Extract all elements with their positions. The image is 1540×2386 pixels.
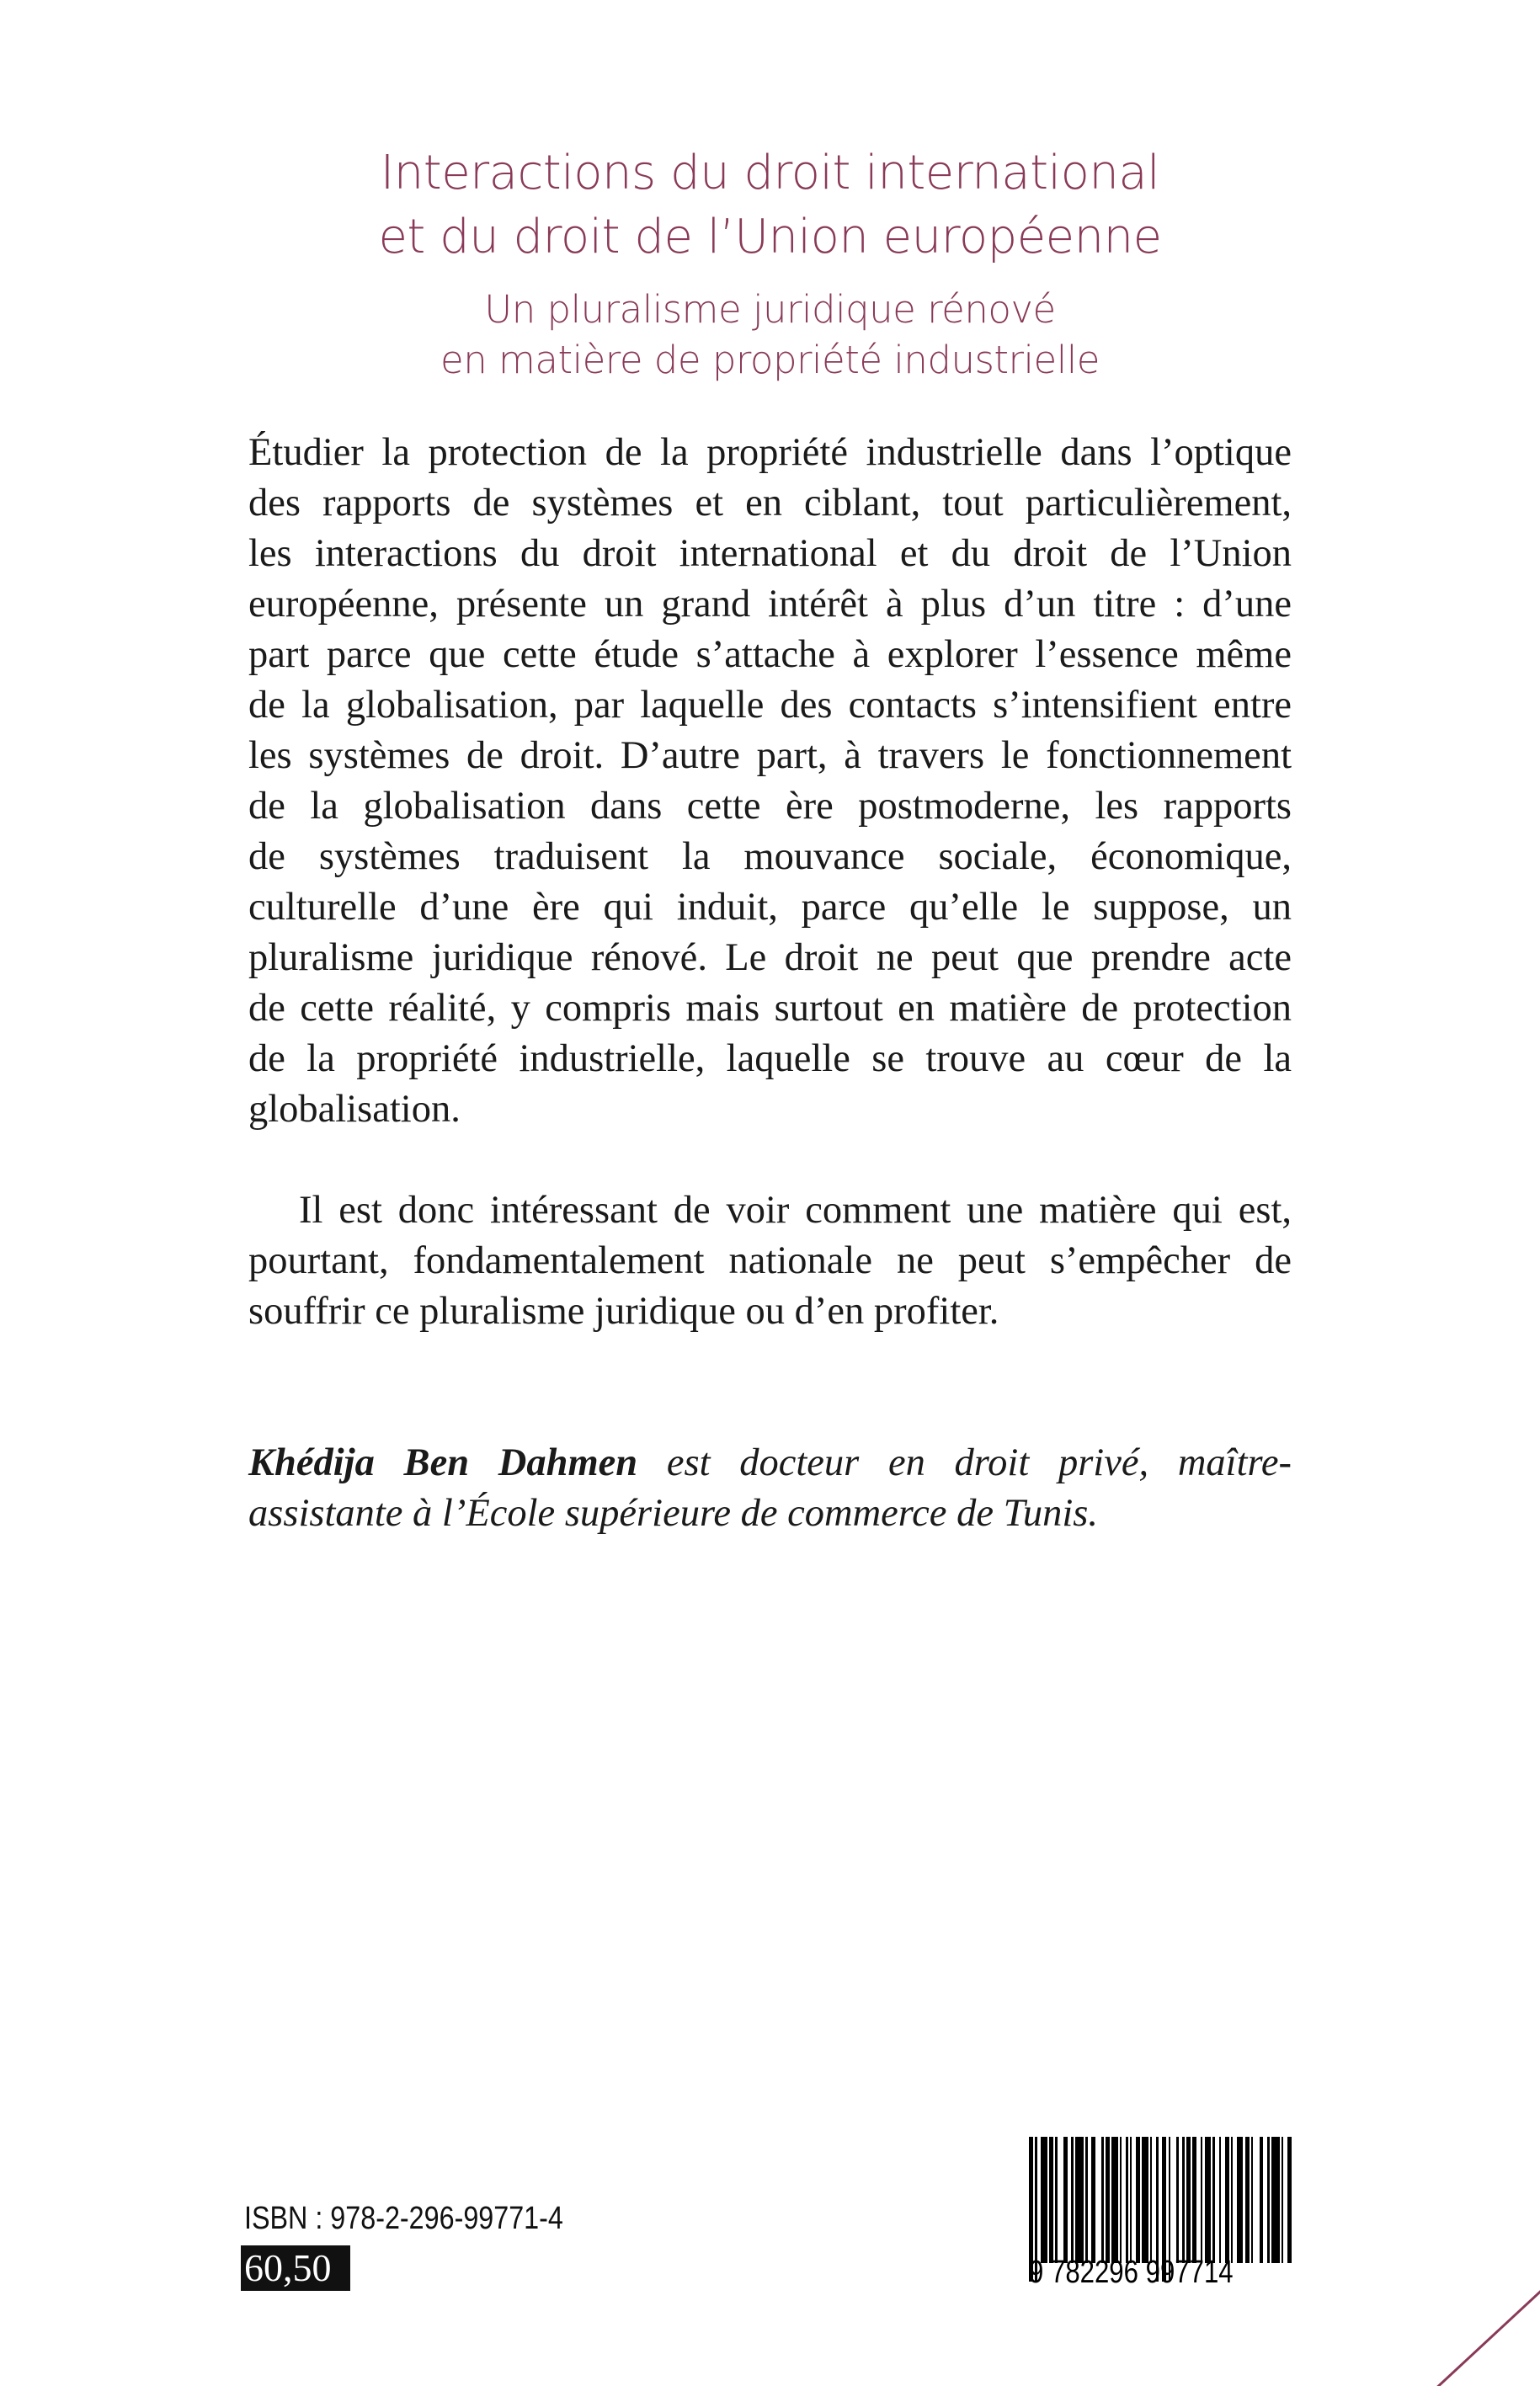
title-line-1: Interactions du droit international [380, 146, 1160, 200]
text-line: les interactions du droit international et du droit de l’Union [248, 532, 1292, 575]
text-line: culturelle d’une ère qui induit, parce qu’elle le suppose, un [248, 886, 1292, 929]
text-line: globalisation. [248, 1088, 461, 1131]
text-line: pourtant, fondamentalement nationale ne peut s’empêcher de [248, 1239, 1292, 1282]
text-line: de la propriété industrielle, laquelle se trouve au cœur de la [248, 1037, 1292, 1080]
author-name: Khédija Ben Dahmen [248, 1441, 638, 1484]
text-line: Il est donc intéressant de voir comment une matière qui est, [299, 1189, 1292, 1232]
text-line: de la globalisation, par laquelle des contacts s’intensifient entre [248, 684, 1292, 727]
author-bio-line-2: assistante à l’École supérieure de commerce de Tunis. [248, 1492, 1099, 1535]
text-line: des rapports de systèmes et en ciblant, tout particulièrement, [248, 482, 1292, 525]
price-badge: 60,50 [241, 2245, 350, 2291]
author-bio-line-1: est docteur en droit privé, maître- [666, 1441, 1292, 1484]
subtitle-line-2: en matière de propriété industrielle [440, 338, 1100, 382]
text-line: européenne, présente un grand intérêt à plus d’un titre : d’une [248, 583, 1292, 626]
text-line: de systèmes traduisent la mouvance sociale, économique, [248, 835, 1292, 878]
text-line: part parce que cette étude s’attache à explorer l’essence même [248, 633, 1292, 676]
subtitle-line-1: Un pluralisme juridique rénové [484, 287, 1056, 332]
title-line-2: et du droit de l’Union européenne [378, 210, 1162, 264]
text-line: Étudier la protection de la propriété industrielle dans l’optique [248, 431, 1292, 474]
barcode-number: 9 782296 997714 [1029, 2255, 1234, 2290]
text-line: de cette réalité, y compris mais surtout en matière de protection [248, 987, 1292, 1030]
text-line: les systèmes de droit. D’autre part, à travers le fonctionnement [248, 734, 1292, 777]
text-line: pluralisme juridique rénové. Le droit ne peut que prendre acte [248, 936, 1292, 979]
text-line: souffrir ce pluralisme juridique ou d’en profiter. [248, 1290, 999, 1333]
isbn: ISBN : 978-2-296-99771-4 [244, 2201, 563, 2236]
text-line: de la globalisation dans cette ère postmoderne, les rapports [248, 785, 1292, 828]
